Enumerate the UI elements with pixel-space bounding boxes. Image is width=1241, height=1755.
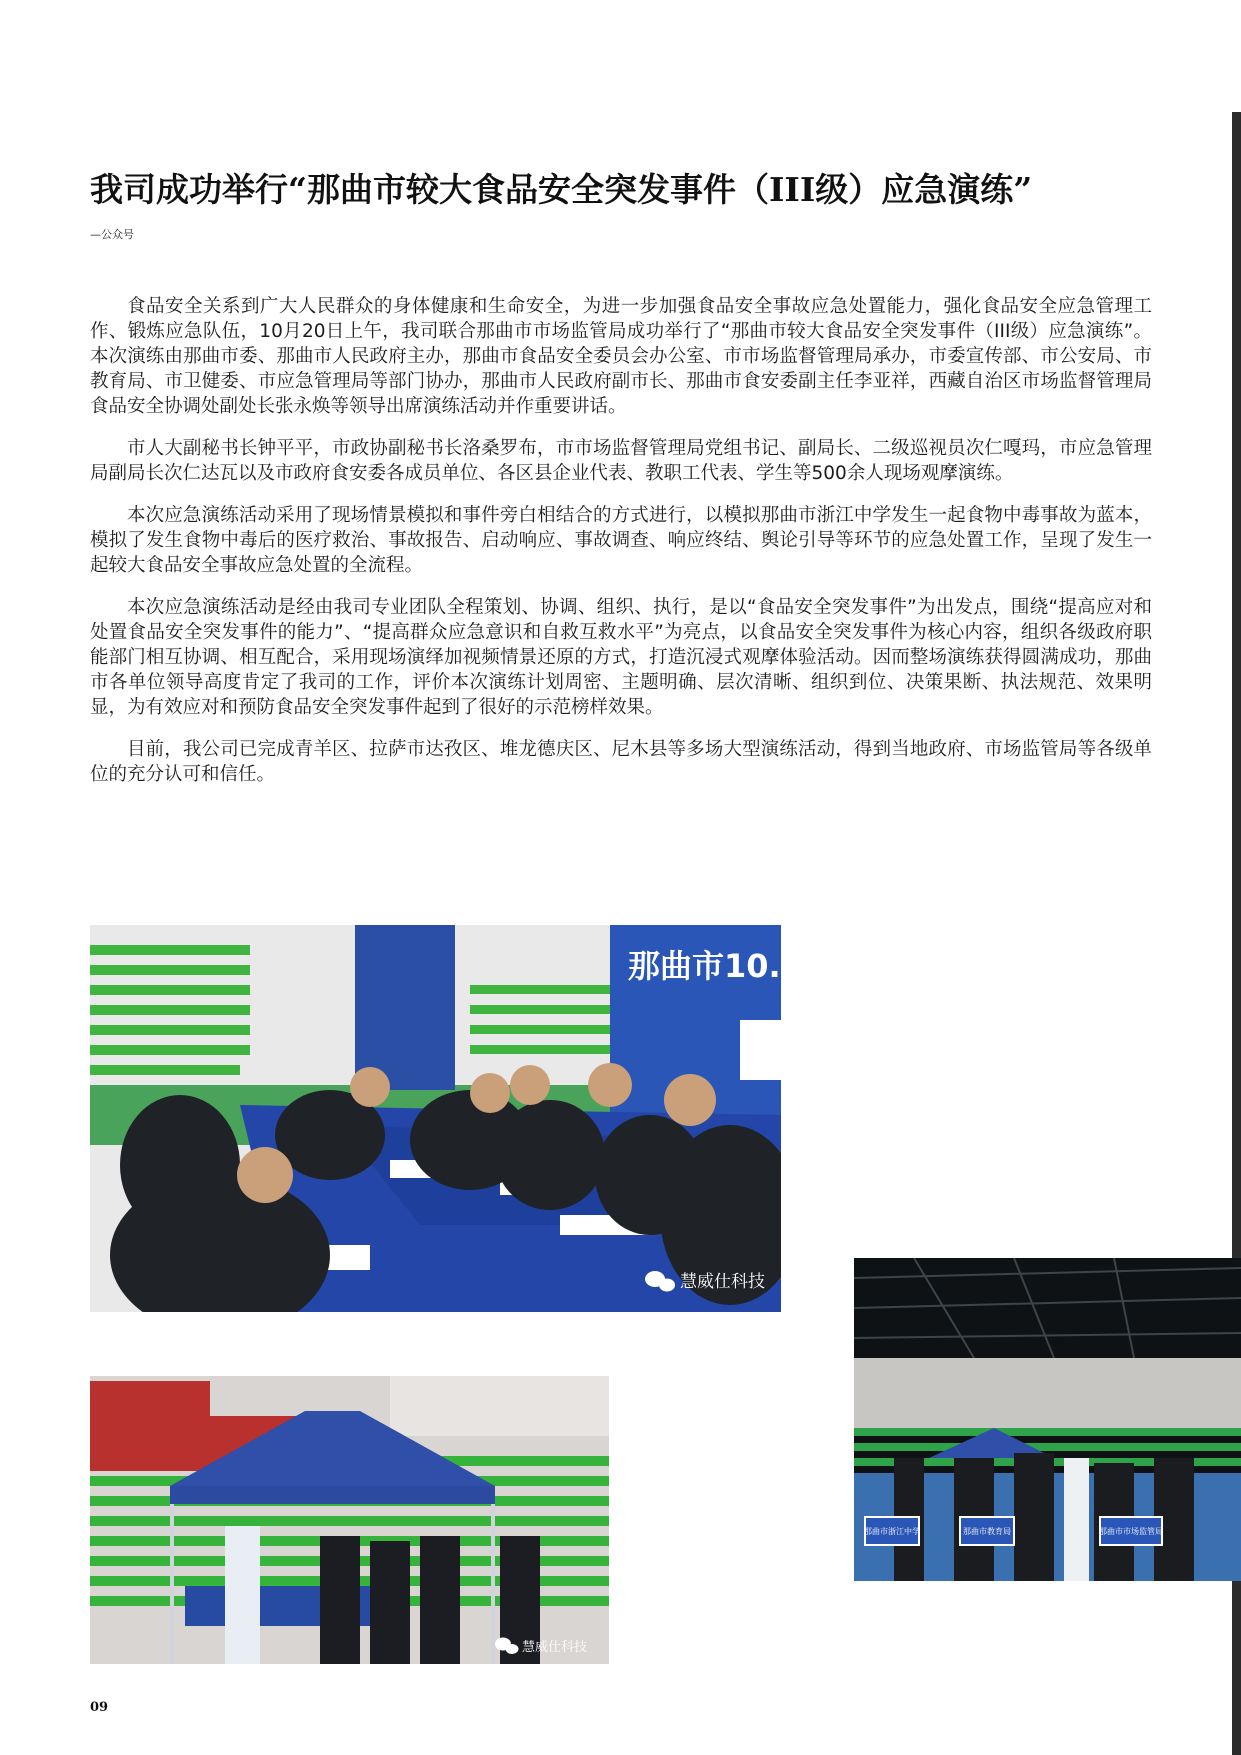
photo-watermark: 慧威仕科技 xyxy=(522,1640,588,1655)
paragraph-5: 目前，我公司已完成青羊区、拉萨市达孜区、堆龙德庆区、尼木县等多场大型演练活动，得到当地政府、市场监管局等各级单位的充分认可和信任。 xyxy=(90,739,1152,785)
tent-photo xyxy=(90,1376,609,1664)
paragraph-2: 市人大副秘书长钟平平，市政协副秘书长洛桑罗布，市市场监督管理局党组书记、副局长、二级巡视员次仁嘎玛，市应急管理局副局长次仁达瓦以及市政府食安委各成员单位、各区县企业代表、教职工代表、学生等500余人现场观摩演练。 xyxy=(90,438,1152,484)
photo-watermark: 慧威仕科技 xyxy=(680,1272,765,1292)
paragraph-1: 食品安全关系到广大人民群众的身体健康和生命安全，为进一步加强食品安全事故应急处置能力，强化食品安全应急管理工作、锻炼应急队伍，10月20日上午，我司联合那曲市市场监管局成功举行了“那曲市较大食品安全突发事件（III级）应急演练”。本次演练由那曲市委、那曲市人民政府主办，那曲市食品安全委员会办公室、市市场监督管理局承办，市委宣传部、市公安局、市教育局、市卫健委、市应急管理局等部门协办，那曲市人民政府副市长、那曲市食安委副主任李亚祥，西藏自治区市场监督管理局食品安全协调处副处长张永焕等领导出席演练活动并作重要讲话。 xyxy=(90,296,1152,417)
banner-text: 那曲市10. xyxy=(628,947,781,985)
page-number: 09 xyxy=(90,1700,109,1715)
sign-2: 那曲市教育局 xyxy=(963,1527,1011,1536)
paragraph-3: 本次应急演练活动采用了现场情景模拟和事件旁白相结合的方式进行，以模拟那曲市浙江中学发生一起食物中毒事故为蓝本，模拟了发生食物中毒后的医疗救治、事故报告、启动响应、事故调查、响应终结、舆论引导等环节的应急处置工作，呈现了发生一起较大食品安全事故应急处置的全流程。 xyxy=(90,505,1152,576)
meeting-photo xyxy=(90,925,781,1312)
sign-1: 那曲市浙江中学 xyxy=(864,1527,920,1536)
article-body xyxy=(90,294,1152,804)
sign-3: 那曲市市场监管局 xyxy=(1099,1527,1163,1536)
article-source: —公众号 xyxy=(90,228,134,241)
lineup-photo xyxy=(854,1258,1241,1581)
paragraph-4: 本次应急演练活动是经由我司专业团队全程策划、协调、组织、执行，是以“食品安全突发事件”为出发点，围绕“提高应对和处置食品安全突发事件的能力”、“提高群众应急意识和自救互救水平”为亮点，以食品安全突发事件为核心内容，组织各级政府职能部门相互协调、相互配合，采用现场演绎加视频情景还原的方式，打造沉浸式观摩体验活动。因而整场演练获得圆满成功，那曲市各单位领导高度肯定了我司的工作，评价本次演练计划周密、主题明确、层次清晰、组织到位、决策果断、执法规范、效果明显，为有效应对和预防食品安全突发事件起到了很好的示范榜样效果。 xyxy=(90,597,1152,718)
article-title: 我司成功举行“那曲市较大食品安全突发事件（III级）应急演练” xyxy=(90,170,1033,209)
